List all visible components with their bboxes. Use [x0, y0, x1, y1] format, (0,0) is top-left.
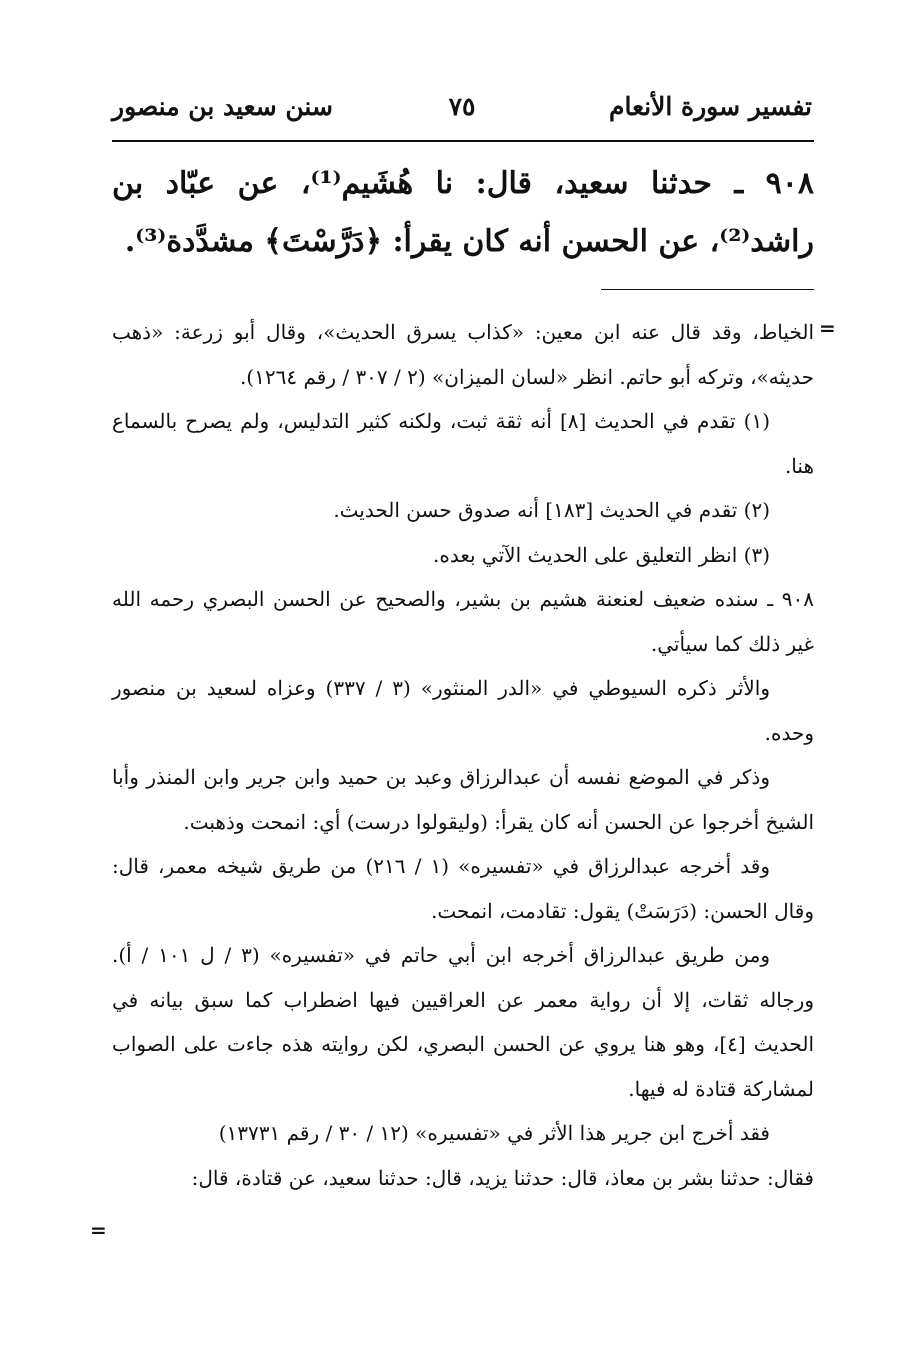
- footnote-2: (٢) تقدم في الحديث [١٨٣] أنه صدوق حسن الحديث.: [333, 498, 770, 522]
- continuation-mark-bottom: =: [90, 1218, 107, 1242]
- header-rule: [112, 140, 814, 142]
- running-header: [112, 92, 812, 132]
- footnotes-section: [112, 310, 814, 1200]
- commentary-paragraph-7: فقال: حدثنا بشر بن معاذ، قال: حدثنا يزيد، قال: حدثنا سعيد، عن قتادة، قال:: [191, 1165, 814, 1190]
- commentary-paragraph-5: ومن طريق عبدالرزاق أخرجه ابن أبي حاتم في «تفسيره» (٣ / ل ١٠١ / أ). ورجاله ثقات، إلا أن رواية معمر عن العراقيين فيها اضطراب كما سبق بيانه في الحديث [٤]، وهو هنا يروي عن الحسن البصري، لكن روايته هذه جاءت على الصواب لمشاركة قتادة له فيها.: [112, 943, 814, 1101]
- page-number: ٧٥: [448, 92, 476, 121]
- commentary-paragraph-3: وذكر في الموضع نفسه أن عبدالرزاق وعبد بن حميد وابن جرير وابن المنذر وأبا الشيخ أخرجوا عن الحسن أنه كان يقرأ: (وليقولوا درست) أي: انمحت وذهبت.: [112, 765, 814, 834]
- commentary-paragraph-1: ٩٠٨ ـ سنده ضعيف لعنعنة هشيم بن بشير، والصحيح عن الحسن البصري رحمه الله غير ذلك كما سيأتي.: [112, 587, 814, 656]
- footnote-3: (٣) انظر التعليق على الحديث الآتي بعده.: [433, 542, 770, 567]
- continuation-mark-top: =: [819, 316, 836, 340]
- commentary-paragraph-4: وقد أخرجه عبدالرزاق في «تفسيره» (١ / ٢١٦) من طريق شيخه معمر، قال: وقال الحسن: (دَرَسَتْ) يقول: تقادمت، انمحت.: [112, 854, 814, 923]
- commentary-paragraph-2: والأثر ذكره السيوطي في «الدر المنثور» (٣ / ٣٣٧) وعزاه لسعيد بن منصور وحده.: [112, 676, 814, 745]
- header-chapter-title: تفسير سورة الأنعام: [608, 92, 812, 121]
- footnote-separator: [601, 289, 814, 290]
- header-book-title: سنن سعيد بن منصور: [112, 92, 333, 121]
- commentary-paragraph-6: فقد أخرج ابن جرير هذا الأثر في «تفسيره» (١٢ / ٣٠ / رقم ١٣٧٣١): [218, 1121, 770, 1145]
- footnote-1: (١) تقدم في الحديث [٨] أنه ثقة ثبت، ولكنه كثير التدليس، ولم يصرح بالسماع هنا.: [112, 409, 814, 478]
- main-hadith-text: ٩٠٨ ـ حدثنا سعيد، قال: نا هُشَيم⁽¹⁾، عن عبّاد بن راشد⁽²⁾، عن الحسن أنه كان يقرأ: ﴿دَرَّسْتَ﴾ مشدَّدة⁽³⁾.: [112, 166, 814, 259]
- footnote-carryover: الخياط، وقد قال عنه ابن معين: «كذاب يسرق الحديث»، وقال أبو زرعة: «ذهب حديثه»، وتركه أبو حاتم. انظر «لسان الميزان» (٢ / ٣٠٧ / رقم ١٢٦٤).: [112, 320, 814, 389]
